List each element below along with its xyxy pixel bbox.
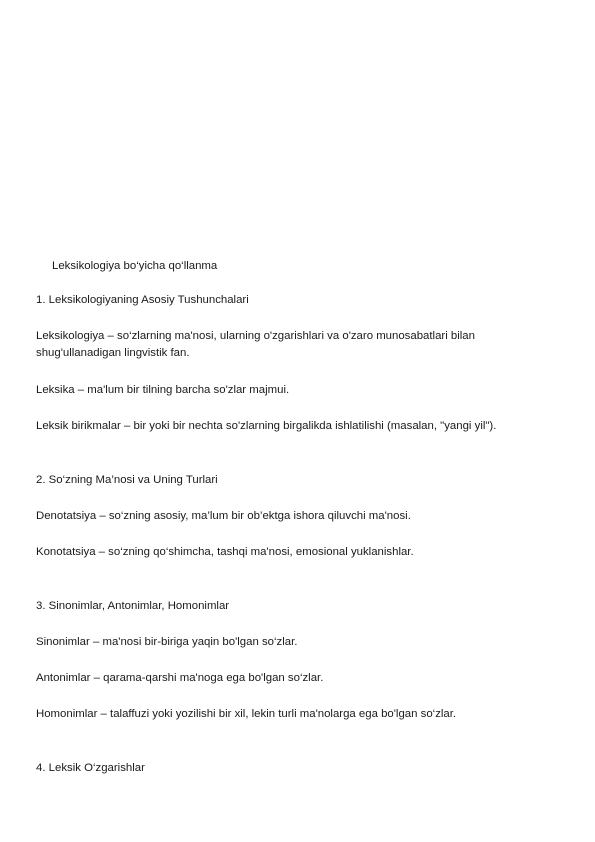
- section-2-paragraph-2: Konotatsiya – so‘zning qo‘shimcha, tashqi ma'nosi, emosional yuklanishlar.: [36, 546, 414, 558]
- section-3-paragraph-2: Antonimlar – qarama-qarshi ma'noga ega bo'lgan so‘zlar.: [36, 672, 324, 684]
- section-1-heading: 1. Leksikologiyaning Asosiy Tushunchalari: [36, 294, 249, 306]
- document-title: Leksikologiya bo‘yicha qo‘llanma: [52, 260, 218, 272]
- section-3-paragraph-3: Homonimlar – talaffuzi yoki yozilishi bir xil, lekin turli ma'nolarga ega bo'lgan so‘zlar.: [36, 708, 457, 720]
- section-2-paragraph-1: Denotatsiya – so‘zning asosiy, ma’lum bir ob’ektga ishora qiluvchi ma'nosi.: [36, 510, 411, 522]
- section-3-paragraph-1: Sinonimlar – ma'nosi bir-biriga yaqin bo'lgan so‘zlar.: [36, 636, 298, 648]
- section-3-heading: 3. Sinonimlar, Antonimlar, Homonimlar: [36, 600, 230, 612]
- section-1-paragraph-3: Leksik birikmalar – bir yoki bir nechta so'zlarning birgalikda ishlatilishi (masalan, "yangi yil").: [36, 420, 497, 432]
- section-1-paragraph-1: Leksikologiya – so‘zlarning ma'nosi, ularning o'zgarishlari va o'zaro munosabatlari bilan shug'ullanadigan lingvistik fan.: [36, 330, 475, 359]
- section-4-heading: 4. Leksik O‘zgarishlar: [36, 762, 145, 774]
- section-2-heading: 2. So‘zning Ma’nosi va Uning Turlari: [36, 474, 218, 486]
- section-1-paragraph-2: Leksika – ma'lum bir tilning barcha so'zlar majmui.: [36, 384, 290, 396]
